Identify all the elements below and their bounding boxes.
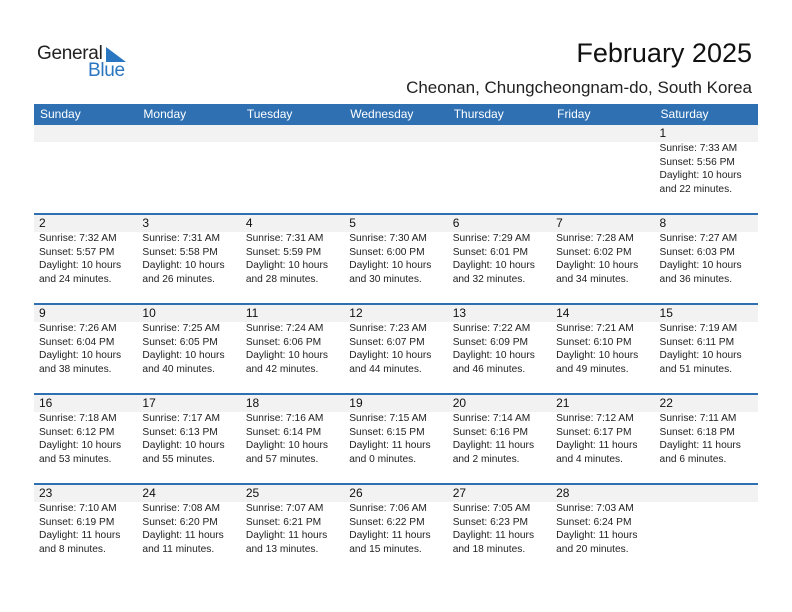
sunset-text: Sunset: 6:09 PM bbox=[452, 336, 529, 348]
day-number: 28 bbox=[556, 486, 570, 500]
daylight-hours-text: Daylight: 10 hours bbox=[142, 350, 225, 361]
daylight-hours-text: Daylight: 10 hours bbox=[245, 440, 328, 451]
day-cell bbox=[241, 395, 344, 466]
sunset-text: Sunset: 6:13 PM bbox=[142, 426, 218, 438]
daylight-minutes-text: and 53 minutes. bbox=[39, 453, 112, 465]
day-number bbox=[246, 125, 344, 142]
weekday-header-row bbox=[34, 104, 758, 125]
week-row bbox=[34, 393, 758, 483]
sunrise-text: Sunrise: 7:24 AM bbox=[245, 323, 324, 334]
sunrise-text: Sunrise: 7:05 AM bbox=[452, 503, 531, 514]
day-cell bbox=[34, 395, 137, 466]
sunset-text: Sunset: 6:07 PM bbox=[349, 336, 425, 348]
day-cell bbox=[34, 215, 137, 286]
week-cells bbox=[34, 395, 758, 466]
daylight-minutes-text: and 28 minutes. bbox=[245, 273, 319, 285]
sunset-text: Sunset: 6:19 PM bbox=[39, 516, 115, 528]
daylight-minutes-text: and 40 minutes. bbox=[142, 363, 215, 375]
day-cell bbox=[34, 305, 137, 376]
daylight-minutes-text: and 18 minutes. bbox=[452, 543, 526, 555]
sunrise-text: Sunrise: 7:26 AM bbox=[39, 323, 117, 334]
day-cell bbox=[344, 395, 447, 466]
sunrise-text: Sunrise: 7:30 AM bbox=[349, 233, 427, 244]
day-cell bbox=[137, 305, 240, 376]
day-cell bbox=[137, 485, 240, 556]
day-number bbox=[660, 485, 758, 502]
daylight-hours-text: Daylight: 10 hours bbox=[452, 350, 535, 361]
daylight-minutes-text: and 4 minutes. bbox=[556, 453, 623, 465]
sunset-text: Sunset: 5:56 PM bbox=[659, 156, 735, 168]
daylight-hours-text: Daylight: 10 hours bbox=[142, 440, 225, 451]
daylight-hours-text: Daylight: 10 hours bbox=[659, 260, 742, 271]
daylight-minutes-text: and 57 minutes. bbox=[245, 453, 319, 465]
day-number: 23 bbox=[39, 486, 53, 500]
location-subtitle: Cheonan, Chungcheongnam-do, South Korea bbox=[406, 78, 752, 97]
sunrise-text: Sunrise: 7:31 AM bbox=[142, 233, 221, 244]
day-cell bbox=[551, 125, 654, 196]
week-cells bbox=[34, 485, 758, 556]
daylight-minutes-text: and 49 minutes. bbox=[556, 363, 629, 375]
day-cell bbox=[448, 305, 551, 376]
daylight-hours-text: Daylight: 10 hours bbox=[39, 440, 122, 451]
day-number: 7 bbox=[556, 216, 563, 230]
weekday-tuesday: Tuesday bbox=[246, 107, 293, 121]
daylight-minutes-text: and 20 minutes. bbox=[556, 543, 629, 555]
sunset-text: Sunset: 6:01 PM bbox=[452, 246, 529, 258]
calendar-weeks bbox=[34, 125, 758, 573]
day-number: 21 bbox=[556, 396, 570, 410]
daylight-hours-text: Daylight: 11 hours bbox=[556, 440, 638, 451]
sunset-text: Sunset: 5:59 PM bbox=[245, 246, 322, 258]
logo-word-general: General bbox=[37, 43, 103, 64]
day-number bbox=[556, 125, 654, 142]
day-cell bbox=[34, 125, 137, 196]
sunrise-text: Sunrise: 7:08 AM bbox=[142, 503, 221, 514]
page-title: February 2025 bbox=[576, 38, 752, 68]
day-cell bbox=[241, 125, 344, 196]
day-cell bbox=[344, 485, 447, 556]
day-cell bbox=[241, 485, 344, 556]
daylight-minutes-text: and 22 minutes. bbox=[659, 183, 733, 195]
day-cell bbox=[655, 305, 758, 376]
day-cell bbox=[34, 485, 137, 556]
day-cell bbox=[655, 125, 758, 196]
day-number: 3 bbox=[142, 216, 150, 230]
day-cell bbox=[655, 215, 758, 286]
sunset-text: Sunset: 6:12 PM bbox=[39, 426, 115, 438]
sunrise-text: Sunrise: 7:32 AM bbox=[39, 233, 117, 244]
sunrise-text: Sunrise: 7:12 AM bbox=[556, 413, 634, 424]
day-number: 12 bbox=[349, 306, 363, 320]
day-number: 14 bbox=[556, 306, 570, 320]
sunset-text: Sunset: 6:04 PM bbox=[39, 336, 115, 348]
sunset-text: Sunset: 6:15 PM bbox=[349, 426, 425, 438]
sunrise-text: Sunrise: 7:28 AM bbox=[556, 233, 634, 244]
day-cell bbox=[551, 485, 654, 556]
daylight-minutes-text: and 26 minutes. bbox=[142, 273, 215, 285]
day-number: 15 bbox=[659, 306, 673, 320]
daylight-hours-text: Daylight: 10 hours bbox=[556, 260, 639, 271]
daylight-hours-text: Daylight: 11 hours bbox=[349, 440, 431, 451]
day-number: 26 bbox=[349, 486, 363, 500]
weekday-friday: Friday bbox=[557, 107, 591, 121]
day-cell bbox=[448, 125, 551, 196]
weekday-thursday: Thursday bbox=[453, 107, 504, 121]
day-number: 20 bbox=[452, 396, 467, 410]
daylight-hours-text: Daylight: 11 hours bbox=[39, 530, 121, 541]
sunrise-text: Sunrise: 7:25 AM bbox=[142, 323, 221, 334]
day-cell bbox=[551, 305, 654, 376]
sunrise-text: Sunrise: 7:22 AM bbox=[452, 323, 531, 334]
day-number: 1 bbox=[659, 126, 667, 140]
daylight-minutes-text: and 55 minutes. bbox=[142, 453, 215, 465]
sunset-text: Sunset: 5:57 PM bbox=[39, 246, 115, 258]
daylight-hours-text: Daylight: 11 hours bbox=[659, 440, 741, 451]
day-number: 22 bbox=[659, 396, 673, 410]
sunrise-text: Sunrise: 7:07 AM bbox=[245, 503, 324, 514]
sunset-text: Sunset: 5:58 PM bbox=[142, 246, 218, 258]
daylight-minutes-text: and 46 minutes. bbox=[452, 363, 526, 375]
sunrise-text: Sunrise: 7:33 AM bbox=[659, 143, 738, 154]
week-cells bbox=[34, 305, 758, 376]
sunrise-text: Sunrise: 7:06 AM bbox=[349, 503, 427, 514]
day-number: 9 bbox=[39, 306, 46, 320]
daylight-minutes-text: and 30 minutes. bbox=[349, 273, 422, 285]
day-number bbox=[349, 125, 447, 142]
day-number bbox=[142, 125, 240, 142]
day-cell bbox=[344, 215, 447, 286]
day-cell bbox=[344, 125, 447, 196]
day-cell bbox=[448, 485, 551, 556]
sunset-text: Sunset: 6:17 PM bbox=[556, 426, 632, 438]
daylight-hours-text: Daylight: 10 hours bbox=[659, 170, 742, 181]
day-number: 24 bbox=[142, 486, 156, 500]
day-number bbox=[39, 125, 137, 142]
logo-word-blue: Blue bbox=[88, 60, 125, 81]
day-number: 25 bbox=[245, 486, 260, 500]
daylight-hours-text: Daylight: 10 hours bbox=[349, 260, 432, 271]
day-number: 16 bbox=[39, 396, 53, 410]
sunrise-text: Sunrise: 7:10 AM bbox=[39, 503, 117, 514]
day-cell bbox=[551, 215, 654, 286]
day-cell bbox=[137, 215, 240, 286]
sunset-text: Sunset: 6:20 PM bbox=[142, 516, 218, 528]
sunset-text: Sunset: 6:22 PM bbox=[349, 516, 425, 528]
daylight-minutes-text: and 8 minutes. bbox=[39, 543, 106, 555]
day-number: 8 bbox=[659, 216, 667, 230]
daylight-minutes-text: and 0 minutes. bbox=[349, 453, 417, 465]
daylight-hours-text: Daylight: 11 hours bbox=[245, 530, 328, 541]
day-cell bbox=[551, 395, 654, 466]
day-number: 27 bbox=[452, 486, 467, 500]
day-number: 17 bbox=[142, 396, 156, 410]
daylight-minutes-text: and 6 minutes. bbox=[659, 453, 727, 465]
daylight-minutes-text: and 36 minutes. bbox=[659, 273, 733, 285]
week-cells bbox=[34, 215, 758, 286]
day-number: 6 bbox=[452, 216, 460, 230]
weekday-wednesday: Wednesday bbox=[350, 107, 414, 121]
sunrise-text: Sunrise: 7:21 AM bbox=[556, 323, 634, 334]
sunset-text: Sunset: 6:18 PM bbox=[659, 426, 735, 438]
day-cell bbox=[344, 305, 447, 376]
day-number: 10 bbox=[142, 306, 156, 320]
sunrise-text: Sunrise: 7:16 AM bbox=[245, 413, 324, 424]
day-cell bbox=[241, 305, 344, 376]
sunrise-text: Sunrise: 7:19 AM bbox=[659, 323, 738, 334]
sunrise-text: Sunrise: 7:23 AM bbox=[349, 323, 427, 334]
daylight-minutes-text: and 38 minutes. bbox=[39, 363, 112, 375]
day-number: 18 bbox=[245, 396, 260, 410]
day-cell bbox=[137, 395, 240, 466]
day-cell bbox=[448, 395, 551, 466]
sunrise-text: Sunrise: 7:14 AM bbox=[452, 413, 531, 424]
weekday-sunday: Sunday bbox=[40, 107, 81, 121]
sunrise-text: Sunrise: 7:03 AM bbox=[556, 503, 634, 514]
sunset-text: Sunset: 6:02 PM bbox=[556, 246, 632, 258]
daylight-hours-text: Daylight: 10 hours bbox=[556, 350, 639, 361]
day-number: 19 bbox=[349, 396, 363, 410]
sunset-text: Sunset: 6:16 PM bbox=[452, 426, 529, 438]
day-number: 5 bbox=[349, 216, 356, 230]
day-number: 11 bbox=[245, 306, 259, 320]
daylight-hours-text: Daylight: 10 hours bbox=[39, 260, 122, 271]
daylight-minutes-text: and 2 minutes. bbox=[452, 453, 520, 465]
day-cell bbox=[137, 125, 240, 196]
sunrise-text: Sunrise: 7:15 AM bbox=[349, 413, 427, 424]
day-cell bbox=[655, 395, 758, 466]
daylight-hours-text: Daylight: 10 hours bbox=[245, 260, 328, 271]
daylight-hours-text: Daylight: 11 hours bbox=[452, 440, 535, 451]
week-cells bbox=[34, 125, 758, 196]
daylight-minutes-text: and 15 minutes. bbox=[349, 543, 422, 555]
daylight-hours-text: Daylight: 11 hours bbox=[349, 530, 431, 541]
daylight-hours-text: Daylight: 10 hours bbox=[349, 350, 432, 361]
daylight-hours-text: Daylight: 11 hours bbox=[556, 530, 638, 541]
day-cell bbox=[655, 485, 758, 556]
daylight-hours-text: Daylight: 10 hours bbox=[142, 260, 225, 271]
daylight-hours-text: Daylight: 11 hours bbox=[142, 530, 224, 541]
week-row bbox=[34, 125, 758, 213]
sunrise-text: Sunrise: 7:17 AM bbox=[142, 413, 221, 424]
sunrise-text: Sunrise: 7:18 AM bbox=[39, 413, 117, 424]
sunset-text: Sunset: 6:23 PM bbox=[452, 516, 529, 528]
sunset-text: Sunset: 6:05 PM bbox=[142, 336, 218, 348]
sunrise-text: Sunrise: 7:31 AM bbox=[245, 233, 324, 244]
day-number bbox=[453, 125, 551, 142]
day-cell bbox=[448, 215, 551, 286]
calendar-grid bbox=[34, 104, 758, 573]
daylight-hours-text: Daylight: 10 hours bbox=[245, 350, 328, 361]
week-row bbox=[34, 303, 758, 393]
day-number: 4 bbox=[245, 216, 253, 230]
week-row bbox=[34, 483, 758, 573]
sunset-text: Sunset: 6:21 PM bbox=[245, 516, 322, 528]
daylight-minutes-text: and 32 minutes. bbox=[452, 273, 526, 285]
sunset-text: Sunset: 6:14 PM bbox=[245, 426, 322, 438]
sunset-text: Sunset: 6:10 PM bbox=[556, 336, 632, 348]
daylight-minutes-text: and 42 minutes. bbox=[245, 363, 319, 375]
daylight-hours-text: Daylight: 10 hours bbox=[659, 350, 742, 361]
sunrise-text: Sunrise: 7:11 AM bbox=[659, 413, 737, 424]
sunset-text: Sunset: 6:24 PM bbox=[556, 516, 632, 528]
sunset-text: Sunset: 6:03 PM bbox=[659, 246, 735, 258]
daylight-hours-text: Daylight: 10 hours bbox=[452, 260, 535, 271]
sunrise-text: Sunrise: 7:27 AM bbox=[659, 233, 738, 244]
brand-logo bbox=[37, 43, 137, 83]
sunset-text: Sunset: 6:00 PM bbox=[349, 246, 425, 258]
daylight-minutes-text: and 13 minutes. bbox=[245, 543, 319, 555]
day-number: 2 bbox=[39, 216, 46, 230]
daylight-minutes-text: and 44 minutes. bbox=[349, 363, 422, 375]
daylight-minutes-text: and 51 minutes. bbox=[659, 363, 733, 375]
sunset-text: Sunset: 6:06 PM bbox=[245, 336, 322, 348]
weekday-monday: Monday bbox=[143, 107, 187, 121]
weekday-saturday: Saturday bbox=[660, 107, 709, 121]
daylight-minutes-text: and 11 minutes. bbox=[142, 543, 215, 555]
day-cell bbox=[241, 215, 344, 286]
daylight-hours-text: Daylight: 11 hours bbox=[452, 530, 535, 541]
sunset-text: Sunset: 6:11 PM bbox=[659, 336, 735, 348]
daylight-hours-text: Daylight: 10 hours bbox=[39, 350, 122, 361]
week-row bbox=[34, 213, 758, 303]
daylight-minutes-text: and 24 minutes. bbox=[39, 273, 112, 285]
sunrise-text: Sunrise: 7:29 AM bbox=[452, 233, 531, 244]
day-number: 13 bbox=[452, 306, 467, 320]
daylight-minutes-text: and 34 minutes. bbox=[556, 273, 629, 285]
